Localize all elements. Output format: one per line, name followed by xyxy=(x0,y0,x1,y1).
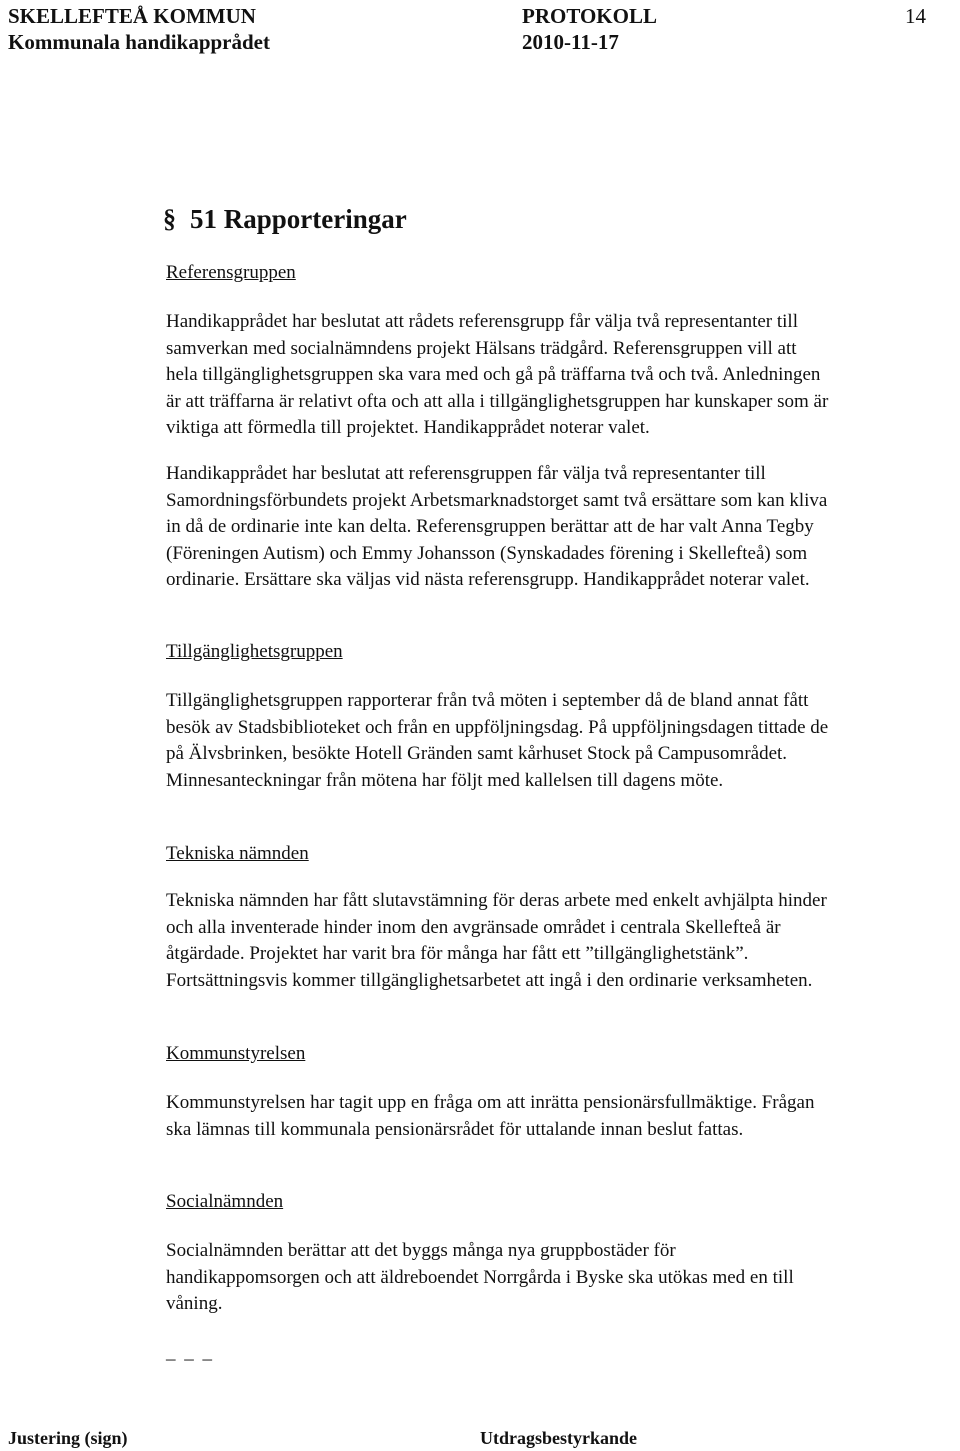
text-line: Socialnämnden berättar att det byggs många nya gruppbostäder för xyxy=(166,1240,676,1261)
text-line: (Föreningen Autism) och Emmy Johansson (Synskadades förening i Skellefteå) som xyxy=(166,542,808,564)
paragraph xyxy=(166,309,958,442)
text-line: ska lämnas till kommunala pensionärsrådet för uttalande innan beslut fattas. xyxy=(166,1118,744,1140)
text-line: hela tillgänglighetsgruppen ska vara med och gå på träffarna två och två. Anledningen xyxy=(166,364,821,385)
header-org: SKELLEFTEÅ KOMMUN xyxy=(8,4,256,28)
end-marker: _ _ _ xyxy=(166,1342,214,1363)
text-line: Tillgänglighetsgruppen rapporterar från två möten i september då de bland annat fått xyxy=(166,690,809,711)
header-body: Kommunala handikapprådet xyxy=(8,30,270,54)
text-line: handikappomsorgen och att äldreboendet Norrgårda i Byske ska utökas med en till xyxy=(166,1266,794,1288)
paragraph xyxy=(166,461,958,594)
text-line: samverkan med socialnämndens projekt Hälsans trädgård. Referensgruppen vill att xyxy=(166,337,797,359)
text-line: på Älvsbrinken, besökte Hotell Gränden samt kårhuset Stock på Campusområdet. xyxy=(166,743,788,764)
text-line: Tekniska nämnden har fått slutavstämning för deras arbete med enkelt avhjälpta hinder xyxy=(166,890,827,911)
paragraph xyxy=(166,1090,958,1143)
text-line: Handikapprådet har beslutat att rådets referensgrupp får välja två representanter till xyxy=(166,311,798,332)
subheading-kommunstyrelsen: Kommunstyrelsen xyxy=(166,1043,306,1064)
text-line: viktiga att förmedla till projektet. Handikapprådet noterar valet. xyxy=(166,417,650,438)
page-number: 14 xyxy=(905,4,926,28)
subheading-tillganglighetsgruppen: Tillgänglighetsgruppen xyxy=(166,641,343,662)
header-date: 2010-11-17 xyxy=(522,30,619,54)
text-line: åtgärdade. Projektet har varit bra för många har fått ett ”tillgänglighetstänk”. xyxy=(166,943,749,964)
footer-utdragsbestyrkande: Utdragsbestyrkande xyxy=(480,1428,638,1448)
text-line: våning. xyxy=(166,1293,223,1314)
subheading-referensgruppen: Referensgruppen xyxy=(166,262,296,283)
text-line: besök av Stadsbiblioteket och från en uppföljningsdag. På uppföljningsdagen tittade de xyxy=(166,716,829,738)
text-line: Fortsättningsvis kommer tillgänglighetsarbetet att ingå i den ordinarie verksamheten. xyxy=(166,969,813,991)
text-line: Kommunstyrelsen har tagit upp en fråga om att inrätta pensionärsfullmäktige. Frågan xyxy=(166,1092,815,1113)
section-title: 51 Rapporteringar xyxy=(190,204,407,234)
header-doc-type: PROTOKOLL xyxy=(522,4,657,28)
paragraph xyxy=(166,1238,958,1318)
paragraph xyxy=(166,688,958,794)
footer-justering: Justering (sign) xyxy=(8,1428,128,1448)
text-line: och alla inventerade hinder inom den avgränsade området i centrala Skellefteå är xyxy=(166,916,781,938)
text-line: Handikapprådet har beslutat att referensgruppen får välja två representanter till xyxy=(166,463,766,484)
subheading-socialnamnden: Socialnämnden xyxy=(166,1191,284,1212)
text-line: in då de ordinarie inte kan delta. Referensgruppen berättar att de har valt Anna Tegby xyxy=(166,516,814,537)
subheading-tekniska-namnden: Tekniska nämnden xyxy=(166,843,309,864)
text-line: Samordningsförbundets projekt Arbetsmarknadstorget samt två ersättare som kan kliva xyxy=(166,489,828,511)
section-marker: § xyxy=(163,204,176,233)
text-line: Minnesanteckningar från mötena har följt med kallelsen till dagens möte. xyxy=(166,769,724,791)
paragraph xyxy=(166,888,958,994)
text-line: ordinarie. Ersättare ska väljas vid nästa referensgrupp. Handikapprådet noterar valet. xyxy=(166,569,810,590)
text-line: är att träffarna är relativt ofta och att alla i tillgänglighetsgruppen har kunskaper som är xyxy=(166,390,829,412)
